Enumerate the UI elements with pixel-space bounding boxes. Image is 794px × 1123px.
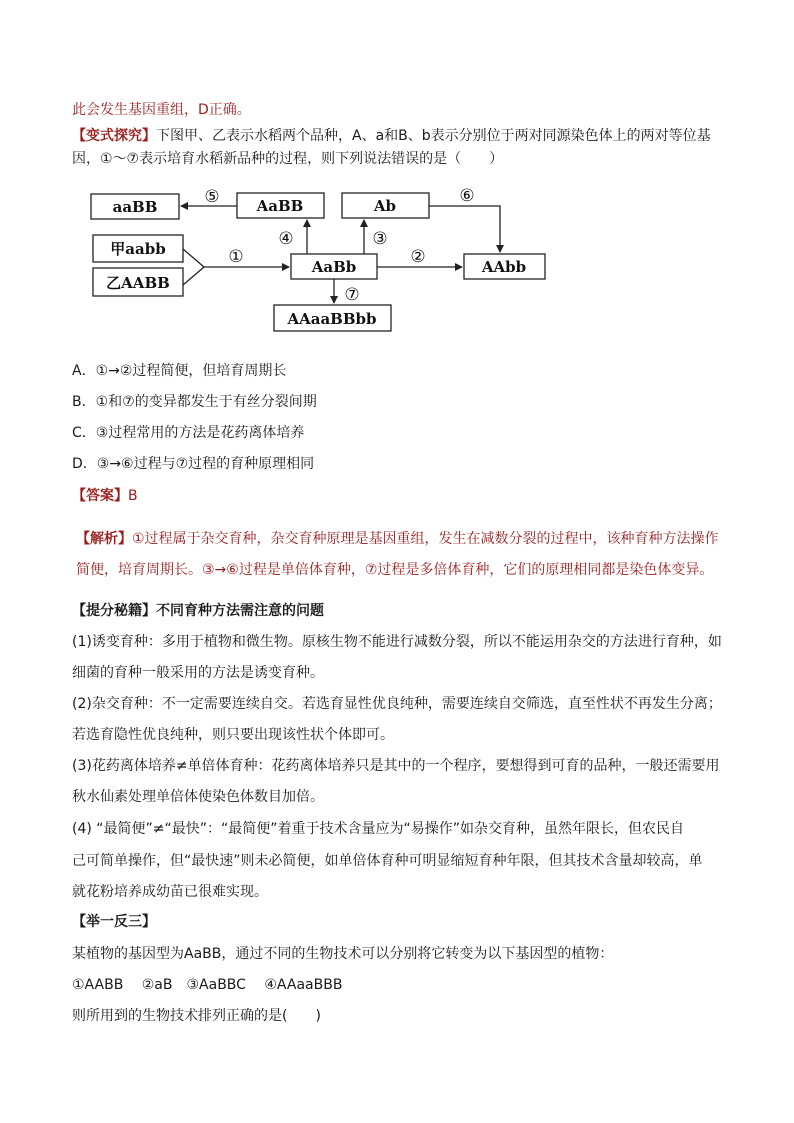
step-1: ① [228, 247, 244, 267]
analysis-text-1: ①过程属于杂交育种，杂交育种原理是基因重组，发生在减数分裂的过程中，该种育种方法操作 [132, 531, 719, 547]
tips-p1-l2: 细菌的育种一般采用的方法是诱变育种。 [72, 665, 324, 681]
step-5: ⑤ [204, 187, 220, 207]
answer-value: B [128, 488, 138, 504]
label-AAbb: AAbb [481, 258, 527, 276]
label-yi: 乙AABB [106, 274, 170, 292]
tips-p4-l1: (4) “最简便”≠“最快”：“最简便”着重于技术含量应为“易操作”如杂交育种，虽然年限长，但农民自 [72, 821, 685, 837]
label-jia: 甲aabb [110, 240, 166, 258]
label-AaBb: AaBb [311, 258, 357, 276]
answer-tag: 【答案】 [72, 488, 128, 504]
practice-question: 则所用到的生物技术排列正确的是( ) [72, 1008, 321, 1024]
tips-p3-l1: (3)花药离体培养≠单倍体育种：花药离体培养只是其中的一个程序，要想得到可育的品种，一般还需要用 [72, 758, 720, 774]
step-7: ⑦ [344, 285, 360, 305]
question-tag: 【变式探究】 [72, 128, 156, 144]
analysis-line-2: 简便，培育周期长。③→⑥过程是单倍体育种，⑦过程是多倍体育种，它们的原理相同都是染色体变异。 [76, 562, 714, 578]
option-a: A．①→②过程简便，但培育周期长 [72, 363, 287, 379]
option-b: B．①和⑦的变异都发生于有丝分裂间期 [72, 394, 317, 410]
arrow-1-merge [183, 249, 204, 285]
label-aaBB: aaBB [112, 198, 158, 216]
label-Ab: Ab [373, 197, 397, 215]
tips-p1-l1: (1)诱变育种：多用于植物和微生物。原核生物不能进行减数分裂，所以不能运用杂交的方法进行育种，如 [72, 634, 722, 650]
question-line-1 [72, 126, 711, 146]
practice-items: ①AABB ②aB ③AaBBC ④AAaaBBB [72, 977, 343, 993]
arrow-6 [429, 206, 500, 252]
step-6: ⑥ [459, 186, 475, 206]
label-AAaaBBbb: AAaaBBbb [287, 310, 377, 328]
breeding-diagram [80, 180, 560, 335]
tips-p2-l2: 若选育隐性优良纯种，则只要出现该性状个体即可。 [72, 727, 394, 743]
step-2: ② [410, 247, 426, 267]
option-d: D．③→⑥过程与⑦过程的育种原理相同 [72, 456, 315, 472]
tips-p4-l2: 己可简单操作，但“最快速”则未必简便，如单倍体育种可明显缩短育种年限，但其技术含量却较高，单 [72, 853, 703, 869]
step-3: ③ [372, 229, 388, 249]
practice-title: 【举一反三】 [72, 914, 156, 930]
tips-title: 【提分秘籍】不同育种方法需注意的问题 [72, 603, 324, 619]
tips-p3-l2: 秋水仙素处理单倍体使染色体数目加倍。 [72, 789, 324, 805]
tips-p4-l3: 就花粉培养成幼苗已很难实现。 [72, 884, 268, 900]
intro-end-text: 此会发生基因重组，D正确。 [72, 102, 251, 118]
answer-line [72, 486, 138, 506]
label-AaBB: AaBB [256, 197, 304, 215]
analysis-line-1 [76, 529, 719, 549]
step-4: ④ [278, 229, 294, 249]
option-c: C．③过程常用的方法是花药离体培养 [72, 425, 305, 441]
analysis-tag: 【解析】 [76, 531, 132, 547]
tips-p2-l1: (2)杂交育种：不一定需要连续自交。若选育显性优良纯种，需要连续自交筛选，直至性状不再发生分离； [72, 696, 722, 712]
question-line-2: 因，①～⑦表示培育水稻新品种的过程，则下列说法错误的是（ ） [72, 151, 504, 167]
practice-stem: 某植物的基因型为AaBB，通过不同的生物技术可以分别将它转变为以下基因型的植物： [72, 946, 614, 962]
question-text-1: 下图甲、乙表示水稻两个品种，A、a和B、b表示分别位于两对同源染色体上的两对等位基 [156, 128, 711, 144]
